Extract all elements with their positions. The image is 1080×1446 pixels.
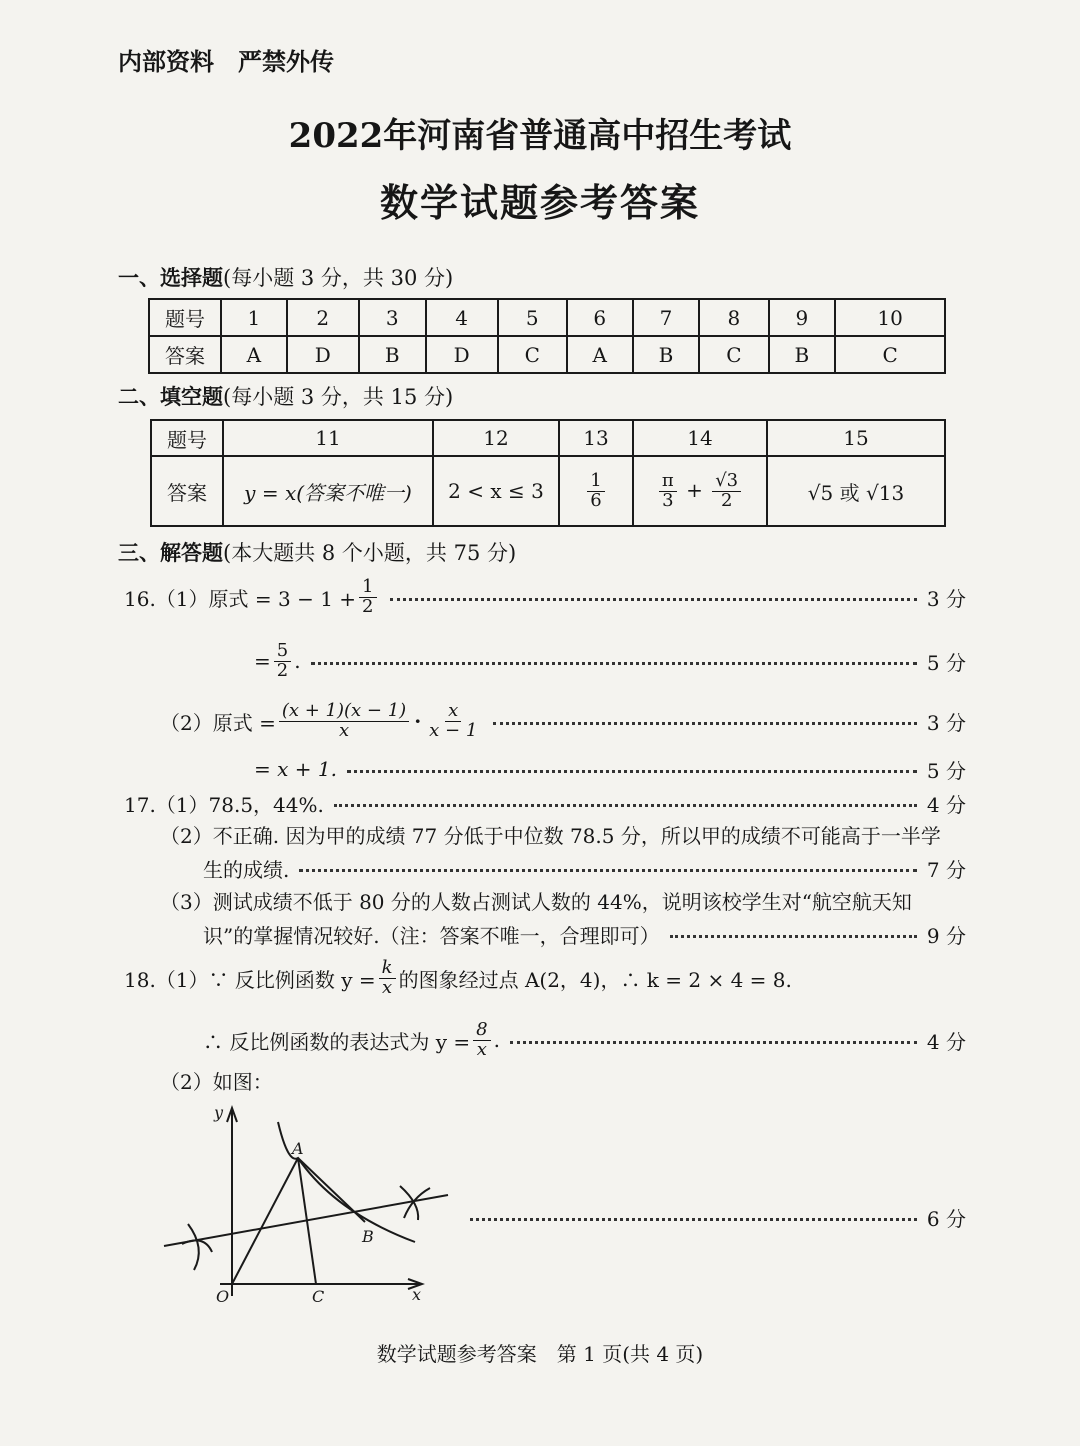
section2-note: (每小题 3 分，共 15 分) xyxy=(223,385,454,409)
fraction-numerator: 5 xyxy=(274,642,291,662)
q17-part3-line1: （3）测试成绩不低于 80 分的人数占测试人数的 44%，说明该校学生对“航空航天知 xyxy=(160,890,912,914)
score: 5 分 xyxy=(926,758,966,783)
table-row xyxy=(151,420,945,456)
answer-14-fraction-pi xyxy=(659,469,677,511)
dot-leader xyxy=(493,722,917,725)
table-cell: 3 xyxy=(359,299,426,336)
table-cell xyxy=(223,456,433,526)
score: 3 分 xyxy=(926,586,966,611)
fraction-numerator: k xyxy=(379,959,396,979)
segment-OA xyxy=(232,1158,298,1284)
q17-part1 xyxy=(124,788,966,818)
table-cell: 9 xyxy=(769,299,836,336)
table-cell: 6 xyxy=(567,299,633,336)
fraction xyxy=(279,699,409,741)
choice-answer-table xyxy=(148,298,946,374)
table-cell: 13 xyxy=(559,420,633,456)
table-row xyxy=(149,336,945,373)
table-cell: A xyxy=(567,336,633,373)
table-cell: 7 xyxy=(633,299,700,336)
section1-note: (每小题 3 分，共 30 分) xyxy=(223,266,454,290)
label-y: y xyxy=(214,1103,224,1122)
q18-part1-conclusion xyxy=(203,1014,966,1066)
q18-part2-score-line xyxy=(470,1202,966,1232)
q16-part2 xyxy=(160,695,966,747)
fraction-numerator: (x + 1)(x − 1) xyxy=(279,702,409,722)
table-cell: 14 xyxy=(633,420,767,456)
q16-part2-expr: （2）原式 = xyxy=(160,710,276,735)
page-subtitle: 数学试题参考答案 xyxy=(379,180,700,225)
label-O: O xyxy=(216,1287,230,1306)
q16-part1 xyxy=(124,572,966,622)
score: 3 分 xyxy=(926,710,966,735)
q16-part1-expr: 16.（1）原式 = 3 − 1 + xyxy=(124,586,357,611)
q17-part1-text: 17.（1）78.5，44%. xyxy=(124,792,324,817)
section3-heading xyxy=(118,537,516,567)
score: 7 分 xyxy=(926,857,966,882)
dot-leader xyxy=(334,804,917,807)
q18-part2: （2）如图： xyxy=(160,1070,273,1094)
fraction-numerator: 1 xyxy=(587,472,604,492)
period: . xyxy=(493,1028,500,1052)
fraction-numerator: √3 xyxy=(712,472,741,492)
fraction-denominator: x xyxy=(338,719,350,741)
table-cell: B xyxy=(633,336,700,373)
table-cell: 11 xyxy=(223,420,433,456)
fraction-numerator: π xyxy=(659,472,677,492)
row-label: 题号 xyxy=(151,420,223,456)
q18-part1 xyxy=(124,952,792,1004)
answer-15: √5 或 √13 xyxy=(807,480,905,505)
q17-part2-line1: （2）不正确. 因为甲的成绩 77 分低于中位数 78.5 分，所以甲的成绩不可能高于一半学 xyxy=(160,824,941,848)
answer-11: y = x(答案不唯一) xyxy=(244,480,412,505)
q18-figure xyxy=(160,1100,460,1310)
multiply-dot: · xyxy=(414,709,422,733)
plus-sign: + xyxy=(686,477,703,502)
table-cell xyxy=(559,456,633,526)
section2-title: 二、填空题 xyxy=(118,385,223,409)
q18-part1-text: 18.（1）∵ 反比例函数 y = xyxy=(124,967,376,992)
q16-part2-result-expr: = x + 1. xyxy=(254,757,337,781)
answer-12: 2 < x ≤ 3 xyxy=(448,479,544,503)
fraction-numerator: 1 xyxy=(359,578,376,598)
table-cell: A xyxy=(221,336,287,373)
dot-leader xyxy=(311,662,917,665)
table-cell: D xyxy=(287,336,359,373)
dot-leader xyxy=(347,770,917,773)
section1-title: 一、选择题 xyxy=(118,266,223,290)
table-cell: 4 xyxy=(426,299,498,336)
score: 4 分 xyxy=(926,792,966,817)
score: 4 分 xyxy=(926,1029,966,1054)
fraction-denominator: x xyxy=(476,1038,487,1060)
section3-note: (本大题共 8 个小题，共 75 分) xyxy=(223,541,517,565)
dot-leader xyxy=(390,598,917,601)
table-cell: C xyxy=(498,336,567,373)
table-cell: 10 xyxy=(835,299,945,336)
row-label: 题号 xyxy=(149,299,221,336)
label-x: x xyxy=(412,1285,422,1304)
table-cell: 2 xyxy=(287,299,359,336)
table-cell: C xyxy=(835,336,945,373)
section3-title: 三、解答题 xyxy=(118,541,223,565)
table-cell: 1 xyxy=(221,299,287,336)
fraction-denominator: 3 xyxy=(662,489,674,511)
q18-conclusion-text: ∴ 反比例函数的表达式为 y = xyxy=(203,1029,471,1054)
table-cell xyxy=(767,456,945,526)
dot-leader xyxy=(470,1218,917,1221)
q17-part2-line2 xyxy=(203,852,966,884)
label-C: C xyxy=(312,1287,325,1306)
q18-part1-text-cont: 的图象经过点 A(2，4)，∴ k = 2 × 4 = 8. xyxy=(398,967,792,992)
fraction-denominator: 6 xyxy=(590,489,602,511)
score: 5 分 xyxy=(926,650,966,675)
fraction-denominator: x − 1 xyxy=(429,719,478,741)
q17-part3-line2 xyxy=(203,918,966,950)
dot-leader xyxy=(670,935,917,938)
period: . xyxy=(294,649,301,673)
table-cell: C xyxy=(699,336,768,373)
fraction-denominator: 2 xyxy=(362,595,374,617)
score: 9 分 xyxy=(926,923,966,948)
page-title: 2022年河南省普通高中招生考试 xyxy=(288,116,792,156)
answer-14-fraction-root xyxy=(712,469,741,511)
table-cell: 8 xyxy=(699,299,768,336)
table-row xyxy=(149,299,945,336)
q16-part1-result xyxy=(254,636,966,686)
fraction-denominator: x xyxy=(382,976,393,998)
row-label: 答案 xyxy=(149,336,221,373)
confidential-label: 内部资料 严禁外传 xyxy=(118,48,334,76)
table-cell: 12 xyxy=(433,420,559,456)
fraction-denominator: 2 xyxy=(720,489,733,511)
table-cell xyxy=(633,456,767,526)
fraction-numerator: 8 xyxy=(473,1021,490,1041)
page-footer: 数学试题参考答案 第 1 页(共 4 页) xyxy=(376,1342,704,1366)
fraction xyxy=(426,699,480,741)
table-row xyxy=(151,456,945,526)
fraction xyxy=(274,639,291,681)
label-A: A xyxy=(292,1139,304,1158)
q17-part3-text: 识”的掌握情况较好.（注：答案不唯一，合理即可） xyxy=(203,923,660,948)
dot-leader xyxy=(510,1041,917,1044)
table-cell: B xyxy=(769,336,836,373)
fraction xyxy=(359,575,376,617)
table-cell xyxy=(433,456,559,526)
row-label: 答案 xyxy=(151,456,223,526)
equals-sign: = xyxy=(254,649,271,673)
fill-answer-table xyxy=(150,419,946,527)
answer-13-fraction xyxy=(587,469,604,511)
table-cell: 5 xyxy=(498,299,567,336)
table-cell: B xyxy=(359,336,426,373)
fraction-numerator: x xyxy=(445,702,461,722)
fraction xyxy=(379,956,396,998)
dot-leader xyxy=(299,869,917,872)
q17-part2-text: 生的成绩. xyxy=(203,857,290,882)
fraction xyxy=(473,1018,490,1060)
label-B: B xyxy=(362,1227,374,1246)
table-cell: 15 xyxy=(767,420,945,456)
arc-mark-left xyxy=(188,1224,199,1270)
table-cell: D xyxy=(426,336,498,373)
q16-part2-result xyxy=(254,754,966,784)
score: 6 分 xyxy=(926,1206,966,1231)
section2-heading xyxy=(118,381,453,411)
fraction-denominator: 2 xyxy=(276,659,289,681)
section1-heading xyxy=(118,262,453,292)
